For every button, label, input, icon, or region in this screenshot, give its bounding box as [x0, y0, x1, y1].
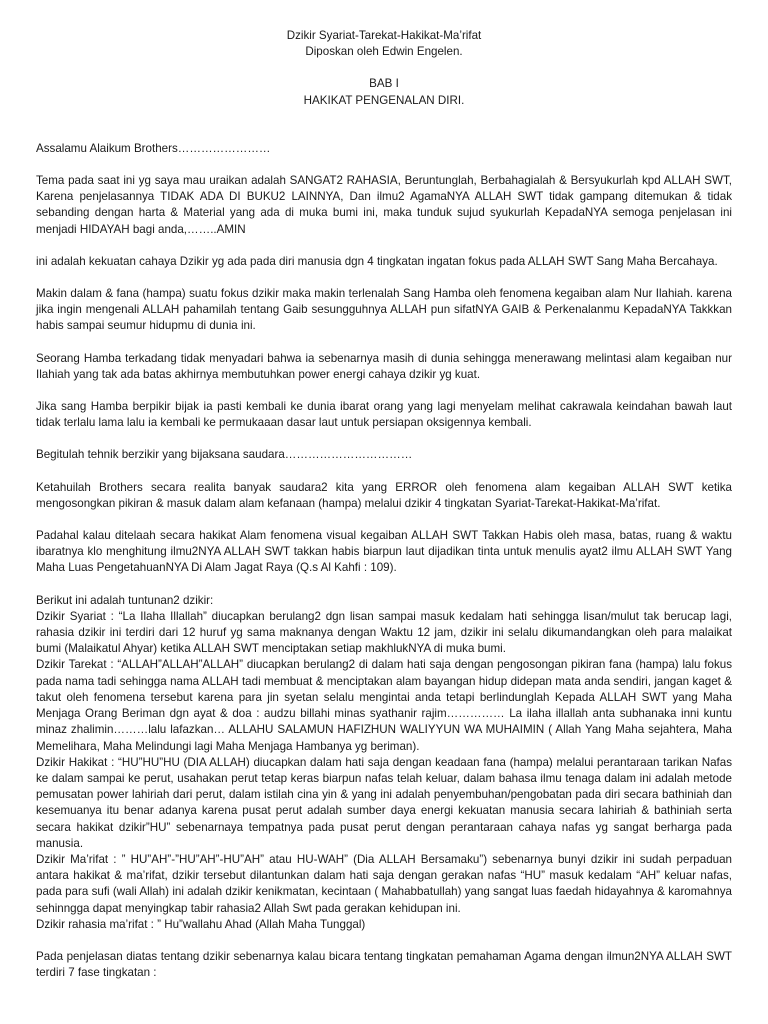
dzikir-tarekat-paragraph: Dzikir Tarekat : “ALLAH”ALLAH”ALLAH” diucapkan berulang2 di dalam hati saja dengan pengosongan pikiran fana (hampa) lalu fokus pada nama tadi sehingga nama ALLAH tadi membuat & menciptakan alam bayangan hidup didepan mata anda sendiri, jangan kaget & takut oleh fenomena tersebut karena para jin syetan selalu mengintai anda tetapi berlindunglah Kepada ALLAH SWT yang Maha Menjaga Orang Beriman dgn ayat & doa : audzu billahi minas syathanir rajim…………… La ilaha illallah anta subhanaka inni kuntu minaz zhalimin………lalu lafazkan… ALLAHU SALAMUN HAFIZHUN WALIYYUN WA MUHAIMIN ( Allah Yang Maha sejahtera, Maha Memelihara, Maha Melindungi lagi Maha Menjaga Hambanya yg beriman). — [36, 658, 732, 753]
body-paragraph: Tema pada saat ini yg saya mau uraikan adalah SANGAT2 RAHASIA, Beruntunglah, Berbahagialah & Bersyukurlah kpd ALLAH SWT, Karena penjelasannya TIDAK ADA DI BUKU2 LAINNYA, Dan ilmu2 AgamaNYA ALLAH SWT tidak gampang ditemukan & tidak sebanding dengan harta & Material yang ada di muka bumi ini, maka tunduk sujud syukurlah KepadaNYA semoga penjelasan ini menjadi HIDAYAH bagi anda,……..AMIN — [36, 174, 732, 236]
body-paragraph: ini adalah kekuatan cahaya Dzikir yg ada pada diri manusia dgn 4 tingkatan ingatan fokus pada ALLAH SWT Sang Maha Bercahaya. — [36, 254, 718, 268]
document-title: Dzikir Syariat-Tarekat-Hakikat-Ma’rifat — [286, 29, 482, 42]
chapter-title: HAKIKAT PENGENALAN DIRI. — [303, 93, 465, 107]
dzikir-rahasia-paragraph: Dzikir rahasia ma’rifat : ” Hu”wallahu Ahad (Allah Maha Tunggal) — [36, 917, 366, 931]
dzikir-syariat-paragraph: Dzikir Syariat : “La Ilaha Illallah” diucapkan berulang2 dgn lisan sampai masuk kedalam hati sehingga lisan/mulut tak berucap lagi, rahasia dzikir ini terdiri dari 12 huruf yg sama maknanya dengan Waktu 12 jam, dzikir ini selalu dikumandangkan oleh para malaikat bumi (Malaikatul Ahyar) ketika ALLAH SWT menciptakan setiap makhlukNYA di muka bumi. — [36, 609, 732, 656]
body-paragraph: Padahal kalau ditelaah secara hakikat Alam fenomena visual kegaiban ALLAH SWT Takkan Habis oleh masa, batas, ruang & waktu ibaratnya klo menghitung ilmu2NYA ALLAH SWT takkan habis biarpun laut dijadikan tinta untuk menulis ayat2 ilmu ALLAH SWT Yang Maha Luas PengetahuanNYA Di Alam Jagat Raya (Q.s Al Kahfi : 109). — [36, 529, 732, 575]
dzikir-hakikat-paragraph: Dzikir Hakikat : “HU”HU”HU (DIA ALLAH) diucapkan dalam hati saja dengan keadaan fana (hampa) melalui perantaraan tarikan Nafas ke dalam sampai ke perut, usahakan perut tetap keras biarpun nafas telah keluar, dalam bahasa ilmu tenaga dalam ini adalah metode pemusatan power lahiriah dari perut, dalam istilah cina yin & yang ini adalah penyembuhan/pengobatan pada diri secara bathiniah dan kesemuanya itu benar adanya karena pusat perut adalah sumber daya energi kekuatan manusia secara lahiriah & bathiniah serta secara hakikat dzikir”HU” sebenarnaya tempatnya pada pusat perut dengan perantaraan cahaya nafas yg sangat berharga pada manusia. — [36, 755, 732, 850]
list-intro: Berikut ini adalah tuntunan2 dzikir: — [36, 593, 214, 607]
body-paragraph: Ketahuilah Brothers secara realita banyak saudara2 kita yang ERROR oleh fenomena alam kegaiban ALLAH SWT ketika mengosongkan pikiran & masuk dalam alam kefanaan (hampa) melalui dzikir 4 tingkatan Syariat-Tarekat-Hakikat-Ma’rifat. — [36, 480, 732, 510]
body-paragraph: Jika sang Hamba berpikir bijak ia pasti kembali ke dunia ibarat orang yang lagi menyelam melihat cakrawala keindahan bawah laut tidak terlalu lama lalu ia kembali ke permukaaan dasar laut untuk persiapan oksigennya kembali. — [36, 400, 732, 430]
dzikir-marifat-paragraph: Dzikir Ma’rifat : ” HU”AH”-”HU”AH”-HU”AH” atau HU-WAH” (Dia ALLAH Bersamaku”) sebenarnya bunyi dzikir ini sudah perpaduan antara hakikat & ma’rifat, dzikir tersebut dilantunkan dalam hati saja dengan gerakan nafas “HU” masuk kedalam “AH” keluar nafas, pada para sufi (wali Allah) ini adalah dzikir kenikmatan, kecintaan ( Mahabbatullah) yang sangat luas faedah hidayahnya & karomahnya sehinngga dapat menyingkap tabir rahasia2 Allah Swt pada gerakan kehidupan ini. — [36, 852, 732, 915]
body-paragraph: Begitulah tehnik berzikir yang bijaksana saudara…………………………… — [36, 448, 413, 462]
body-paragraph: Makin dalam & fana (hampa) suatu fokus dzikir maka makin terlenalah Sang Hamba oleh fenomena kegaiban alam Nur Ilahiah. karena jika ingin mengenali ALLAH pahamilah tentang Gaib sesungguhnya ALLAH pun sifatNYA GAIB & Perkenalanmu KepadaNYA Takkkan habis sampai seumur hidupmu di dunia ini. — [36, 287, 732, 333]
document-byline: Diposkan oleh Edwin Engelen. — [305, 45, 463, 59]
closing-paragraph: Pada penjelasan diatas tentang dzikir sebenarnya kalau bicara tentang tingkatan pemahaman Agama dengan ilmun2NYA ALLAH SWT terdiri 7 fase tingkatan : — [36, 949, 732, 980]
dzikir-list — [36, 593, 732, 933]
chapter-number: BAB I — [369, 77, 399, 91]
greeting-paragraph: Assalamu Alaikum Brothers…………………… — [36, 141, 271, 155]
body-paragraph: Seorang Hamba terkadang tidak menyadari bahwa ia sebenarnya masih di dunia sehingga menerawang melintasi alam kegaiban nur Ilahiah yang tak ada batas akhirnya membutuhkan power energi cahaya dzikir yg kuat. — [36, 351, 732, 381]
